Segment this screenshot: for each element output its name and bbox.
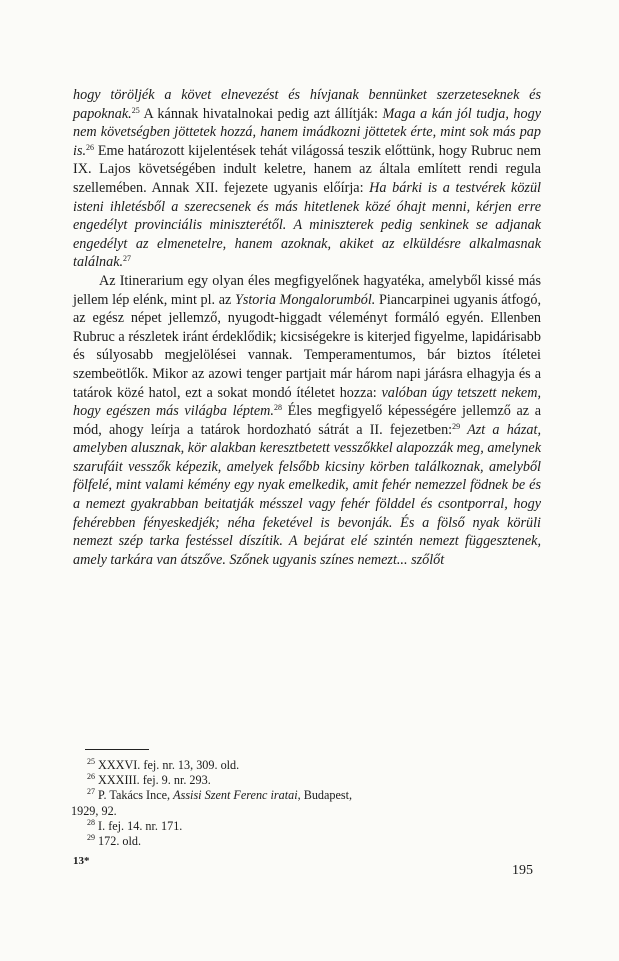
footnote-number: 26 <box>87 772 95 782</box>
footnote-ref: 29 <box>452 421 461 431</box>
text-run: Az Itinerarium egy olyan éles megfigyelőnek hagyatéka, amelyből kissé más jellem lép elénk, mint pl. az <box>73 272 541 308</box>
page-number: 195 <box>512 863 533 878</box>
footnote-title: Assisi Szent Ferenc iratai, <box>173 788 301 803</box>
footnote-number: 28 <box>87 817 95 827</box>
footnote-text: 172. old. <box>95 834 142 849</box>
footnote-27 <box>87 788 507 803</box>
footnote-text: 1929, 92. <box>71 803 117 818</box>
footnote-25 <box>87 758 507 773</box>
text-run: Piancarpinei ugyanis átfogó, az egész népet jellemző, nyugodt-higgadt véleményt formáló egyén. Ellenben Rubruc a részletek iránt érdeklődik; kicsiségekre is kiterjed figyelme, lapidárisabb és súlyosabb megjelölései vannak. Temperamentumos, bár biztos ítéletei szembeötlők. Mikor az azowi tenger partjait már három napi járásra elhagyja és a tatárok közé hatol, ezt a sokat mondó ítéletet hozza: <box>73 291 542 401</box>
footnote-ref: 26 <box>86 142 95 152</box>
quote-text: Maga a kán jól tudja, hogy nem követségben jöttetek hozzá, hanem imádkozni jöttetek érte, mint sok más pap is. <box>73 105 541 159</box>
footnote-text: XXXVI. fej. nr. 13, 309. old. <box>95 758 240 772</box>
footnote-28 <box>87 819 507 834</box>
footnote-text: P. Takács Ince, <box>95 788 174 803</box>
text-run: Éles megfigyelő képességére jellemző az a mód, ahogy leírja a tatárok hordozható sátrát a II. fejezetben: <box>73 403 542 438</box>
text-run: A kánnak hivatalnokai pedig azt állítják: <box>139 105 383 122</box>
footnote-text: I. fej. 14. nr. 171. <box>95 818 183 833</box>
footnote-ref: 27 <box>123 254 132 264</box>
paragraph-1 <box>73 86 541 272</box>
footnote-text: XXXIII. fej. 9. nr. 293. <box>95 773 211 788</box>
quote-text: hogy töröljék a követ elnevezést és hívjanak bennünket szerzeteseknek és papoknak. <box>73 87 541 122</box>
quote-text: szőlőt <box>407 551 445 568</box>
footnote-ref: 25 <box>131 105 140 115</box>
footnote-number: 27 <box>87 787 95 797</box>
quote-text: Azt a házat, amelyben alusznak, kör alakban keresztbetett vesszőkkel alapozzák meg, amelynek szarufáit vesszők képezik, amelyek felsőbb kicsiny körben találkoznak, amelyből fölfelé, mint valami kémény egy nyak emelkedik, amit fehér nemezzel födnek be és a nemezt gyakrabban beitatják mésszel vagy fehér földdel és csontporral, hogy fehérebben fényeskedjék; néha feketével is bevonják. És a fölső nyak körüli nemezt szép tarka festéssel díszítik. A bejárat elé szintén nemezt függesztenek, amely tarkára van átszőve. Szőnek ugyanis színes nemezt... <box>73 421 541 568</box>
quote-text: valóban úgy tetszett nekem, hogy egészen más világba léptem. <box>73 384 541 420</box>
title-text: Ystoria Mongalorumból. <box>234 291 376 308</box>
footnote-27-continuation <box>71 804 507 819</box>
printer-signature: 13* <box>73 855 90 867</box>
footnote-number: 29 <box>87 833 95 843</box>
footnote-ref: 28 <box>273 403 282 413</box>
footnote-26 <box>87 773 507 788</box>
text-run: Eme határozott kijelentések tehát világossá teszik előttünk, hogy Rubruc nem IX. Lajos követségében indult keletre, hanem az általa említett rendi regula szellemében. Annak XII. fejezete ugyanis előírja: <box>73 142 541 196</box>
footnote-29 <box>87 834 507 849</box>
quote-text: Ha bárki is a testvérek közül isteni ihletésből a szerecsenek és más hitetlenek közé óhajt menni, kérjen erre engedélyt provinciális miniszterétől. A miniszterek pedig senkinek se adjanak engedélyt az elmenetelre, hanem azoknak, akiket az elküldésre alkalmasnak találnak. <box>73 179 541 271</box>
footnote-number: 25 <box>87 757 95 766</box>
footnote-divider <box>85 749 149 750</box>
body-text <box>73 86 541 569</box>
footnotes <box>71 757 507 849</box>
footnote-text: Budapest, <box>300 788 353 803</box>
paragraph-2 <box>73 272 541 570</box>
